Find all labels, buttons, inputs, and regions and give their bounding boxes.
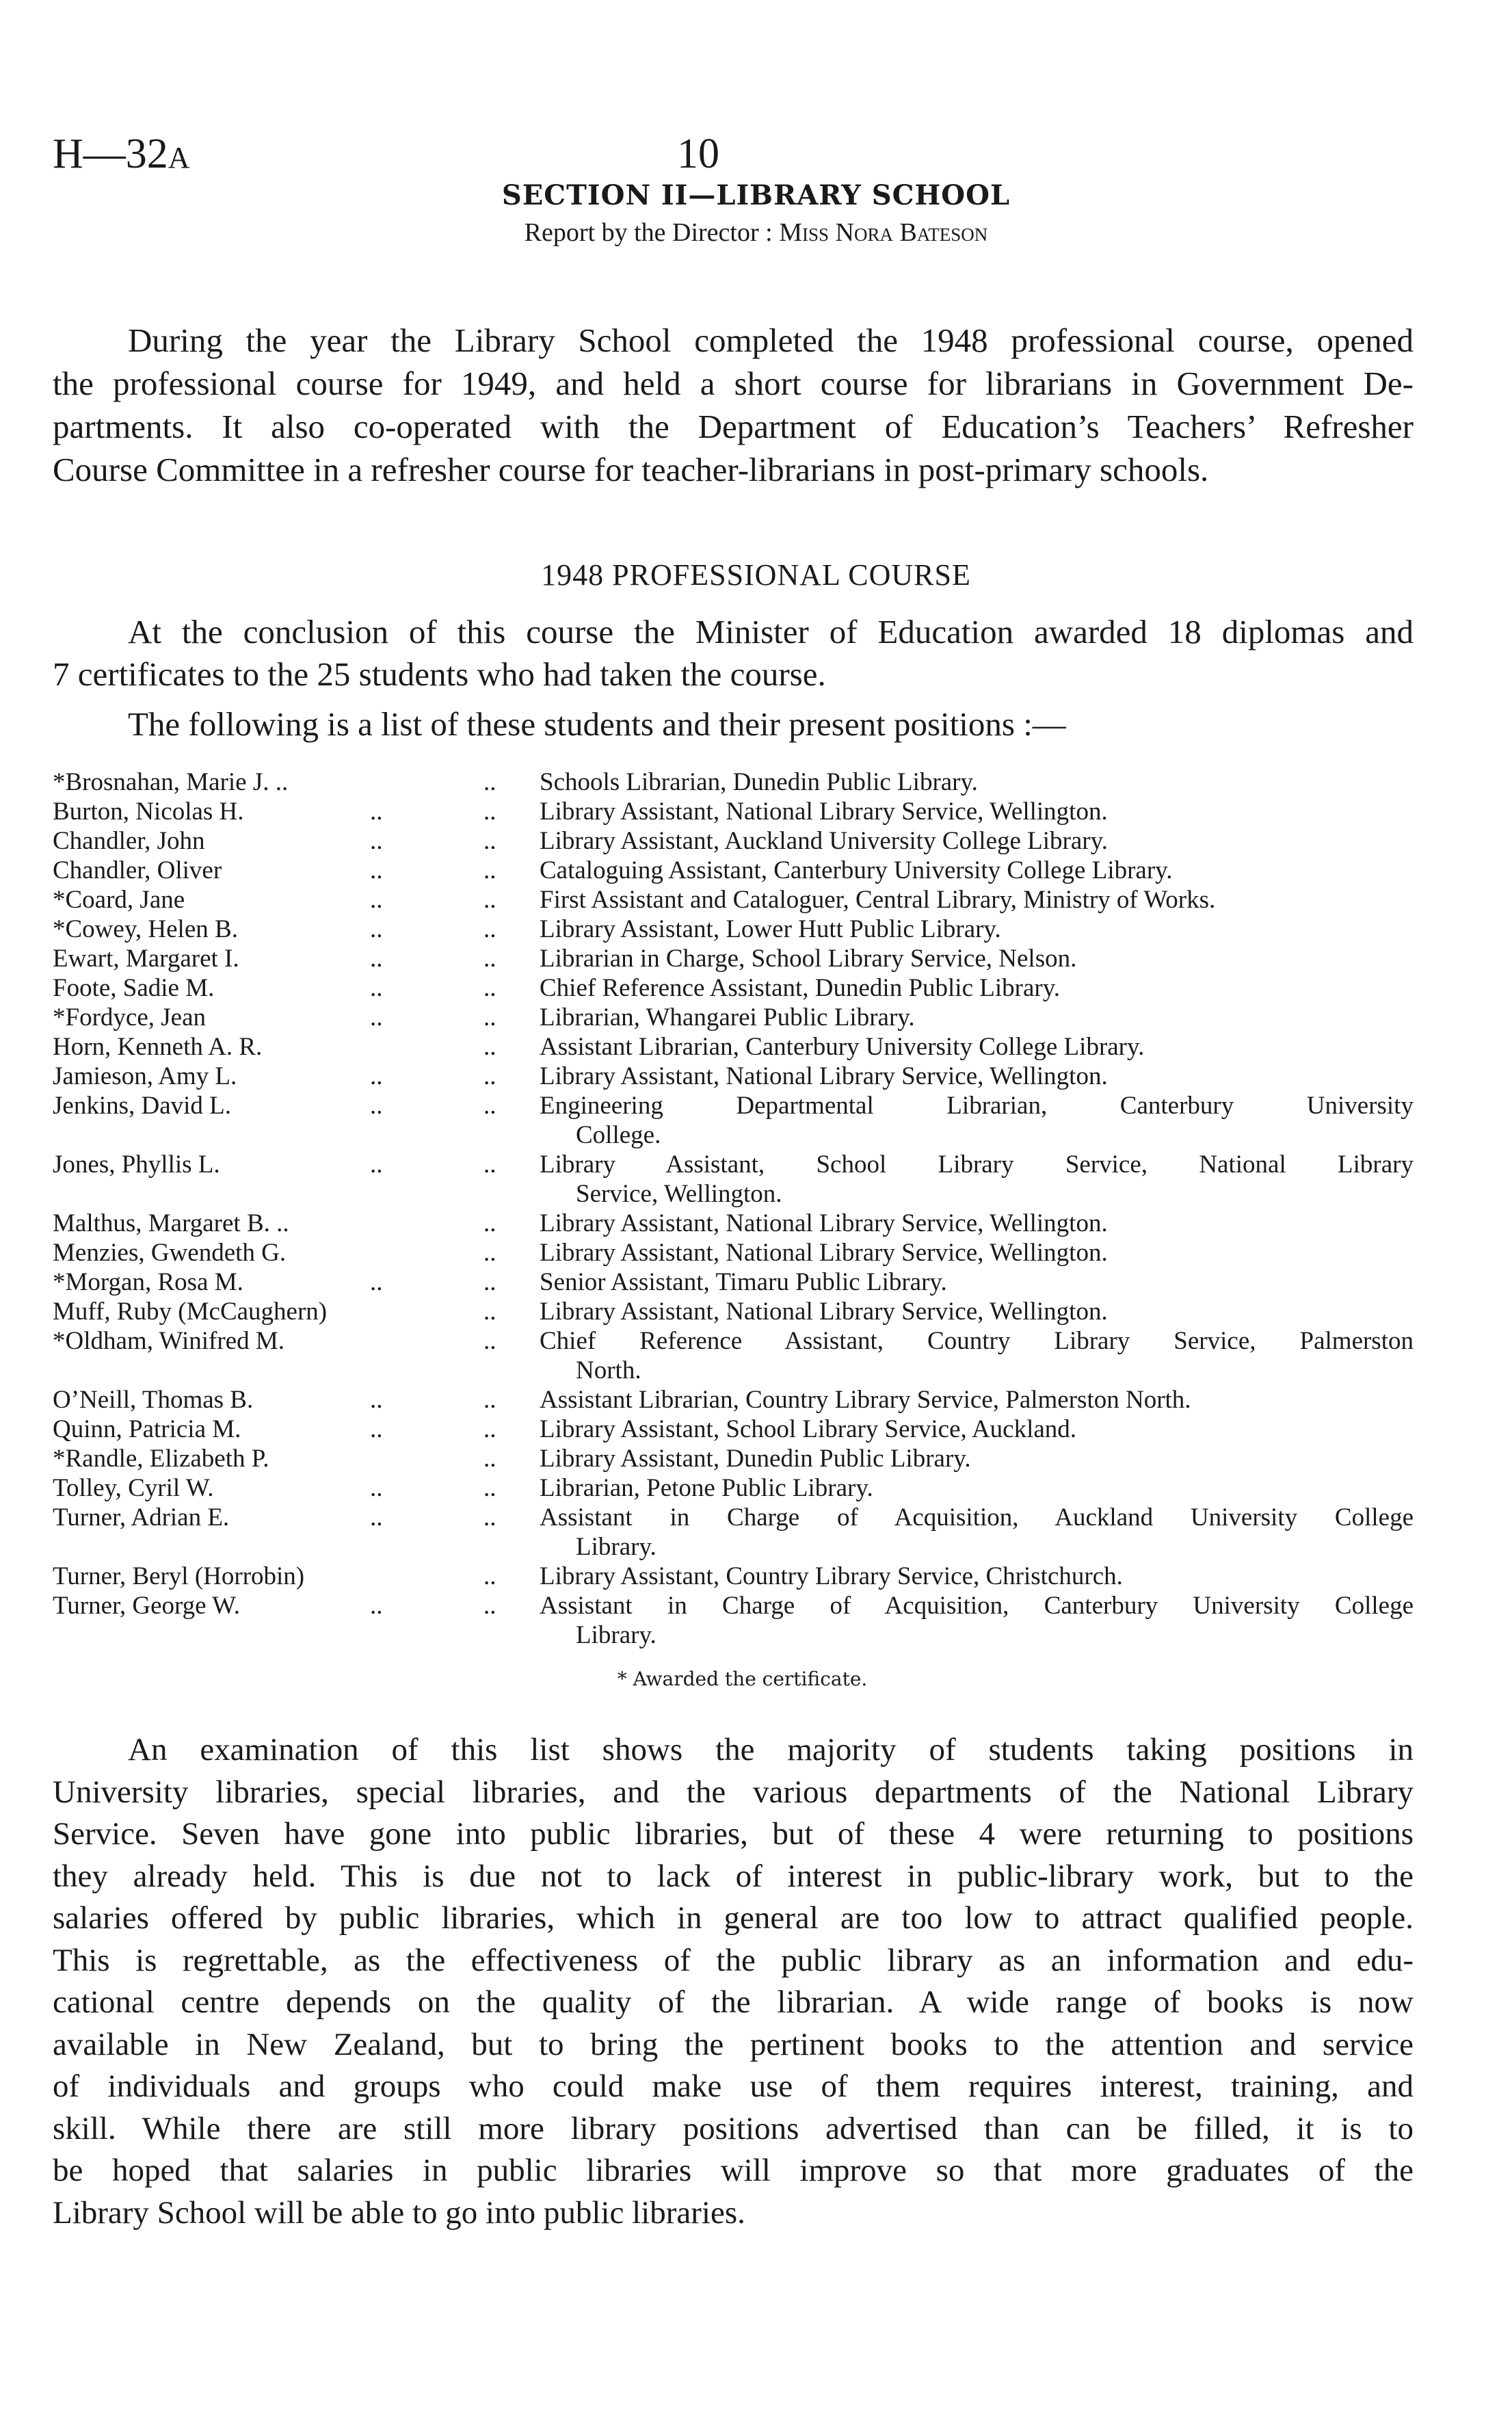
student-name: Menzies, Gwendeth G.: [53, 1239, 287, 1267]
student-name: *Fordyce, Jean: [53, 1003, 206, 1031]
student-name: Tolley, Cyril W.: [53, 1474, 214, 1502]
position-line: Library Assistant, School Library Service, Auckland.: [540, 1415, 1077, 1443]
student-name: Jenkins, David L.: [53, 1092, 232, 1120]
text-line: During the year the Library School completed the 1948 professional course, opened: [128, 321, 1414, 359]
student-row: [53, 885, 1414, 915]
dot-leader: ..: [483, 798, 496, 826]
dot-leader: ..: [370, 1003, 383, 1031]
student-position: [540, 797, 1414, 826]
text-line: cational centre depends on the quality of the librarian. A wide range of books is now: [53, 1984, 1414, 2020]
student-row: [53, 1326, 1414, 1385]
student-position: [540, 826, 1414, 856]
position-line: Library Assistant, National Library Service, Wellington.: [540, 1209, 1108, 1237]
dot-leader: ..: [483, 1503, 496, 1532]
text-line: they already held. This is due not to lack of interest in public-library work, but to the: [53, 1858, 1414, 1894]
text-line: skill. While there are still more library positions advertised than can be filled, it is to: [53, 2110, 1414, 2146]
dot-leader: [370, 767, 483, 797]
position-line: Assistant Librarian, Country Library Service, Palmerston North.: [540, 1386, 1191, 1414]
dot-leader: ..: [483, 886, 496, 914]
intro-paragraph: [53, 319, 1414, 491]
position-line: Library.: [576, 1533, 656, 1561]
footnote-text: * Awarded the certificate.: [617, 1668, 868, 1690]
student-name: *Randle, Elizabeth P.: [53, 1445, 269, 1473]
dot-leader: ..: [370, 1592, 383, 1620]
student-name: *Morgan, Rosa M.: [53, 1268, 243, 1296]
dot-leader: ..: [370, 1474, 383, 1502]
student-row: [53, 1091, 1414, 1150]
dot-leader: ..: [370, 1386, 383, 1414]
student-row: [53, 1591, 1414, 1650]
student-name: Ewart, Margaret I.: [53, 945, 239, 973]
student-row: [53, 1562, 1414, 1591]
student-row: [53, 1150, 1414, 1209]
student-row: [53, 915, 1414, 944]
student-name: O’Neill, Thomas B.: [53, 1386, 254, 1414]
dot-leader: ..: [370, 1415, 383, 1443]
student-position: [540, 1444, 1414, 1473]
text-line: Library School will be able to go into public libraries.: [53, 2194, 745, 2231]
student-row: [53, 826, 1414, 856]
position-line: Library Assistant, Country Library Service, Christchurch.: [540, 1562, 1123, 1590]
student-name: Turner, George W.: [53, 1592, 240, 1620]
student-name: Turner, Beryl (Horrobin): [53, 1562, 305, 1590]
student-list: [53, 767, 1414, 1650]
position-line: Chief Reference Assistant, Country Library Service, Palmerston: [540, 1327, 1414, 1355]
dot-leader: ..: [483, 1592, 496, 1620]
dot-leader: ..: [370, 1268, 383, 1296]
student-position: [540, 1503, 1414, 1562]
dot-leader: ..: [483, 856, 496, 884]
position-line: Librarian, Petone Public Library.: [540, 1474, 873, 1502]
text-line: of individuals and groups who could make use of them requires interest, training, and: [53, 2068, 1414, 2104]
position-line: Library Assistant, National Library Service, Wellington.: [540, 1062, 1108, 1090]
student-position: [540, 973, 1414, 1003]
dot-leader: ..: [370, 915, 383, 943]
position-line: Library Assistant, School Library Service, National Library: [540, 1151, 1414, 1179]
position-line: First Assistant and Cataloguer, Central Library, Ministry of Works.: [540, 886, 1216, 914]
student-position: [540, 1003, 1414, 1032]
student-position: [540, 1091, 1414, 1150]
text-line: 7 certificates to the 25 students who had taken the course.: [53, 655, 826, 693]
dot-leader: [370, 1297, 483, 1326]
page-number: 10: [677, 131, 719, 177]
student-position: [540, 885, 1414, 915]
position-line: Cataloguing Assistant, Canterbury University College Library.: [540, 856, 1173, 884]
position-line: Library.: [576, 1621, 656, 1649]
doc-code-text: H—32: [53, 131, 168, 177]
dot-leader: [370, 1326, 483, 1385]
student-position: [540, 1297, 1414, 1326]
student-position: [540, 1150, 1414, 1209]
dot-leader: ..: [483, 1003, 496, 1031]
student-position: [540, 1326, 1414, 1385]
student-name: Horn, Kenneth A. R.: [53, 1033, 263, 1061]
text-line: An examination of this list shows the majority of students taking positions in: [128, 1732, 1414, 1767]
dot-leader: ..: [370, 827, 383, 855]
text-line: University libraries, special libraries, and the various departments of the National Library: [53, 1774, 1414, 1810]
text-line: Service. Seven have gone into public libraries, but of these 4 were returning to positions: [53, 1816, 1414, 1852]
closing-paragraph: [53, 1729, 1414, 2234]
student-row: [53, 1444, 1414, 1473]
position-line: Senior Assistant, Timaru Public Library.: [540, 1268, 947, 1296]
dot-leader: ..: [483, 915, 496, 943]
student-row: [53, 1415, 1414, 1444]
course-heading: 1948 PROFESSIONAL COURSE: [541, 558, 971, 592]
student-name: *Cowey, Helen B.: [53, 915, 238, 943]
dot-leader: ..: [483, 1033, 496, 1061]
student-name: Malthus, Margaret B. ..: [53, 1209, 289, 1237]
student-name: Turner, Adrian E.: [53, 1503, 230, 1532]
list-intro: The following is a list of these students and their present positions :—: [128, 705, 1066, 743]
student-position: [540, 915, 1414, 944]
dot-leader: ..: [370, 1062, 383, 1090]
student-row: [53, 1267, 1414, 1297]
dot-leader: ..: [483, 768, 496, 796]
student-name: *Oldham, Winifred M.: [53, 1327, 284, 1355]
doc-code-suffix: A: [168, 141, 190, 174]
dot-leader: ..: [483, 1092, 496, 1120]
dot-leader: ..: [370, 1503, 383, 1532]
dot-leader: ..: [483, 1445, 496, 1473]
student-row: [53, 797, 1414, 826]
student-row: [53, 1032, 1414, 1062]
student-row: [53, 1003, 1414, 1032]
student-row: [53, 1503, 1414, 1562]
text-line: salaries offered by public libraries, which in general are too low to attract qualified people.: [53, 1900, 1414, 1936]
dot-leader: ..: [483, 1415, 496, 1443]
student-position: [540, 1473, 1414, 1503]
text-line: available in New Zealand, but to bring the pertinent books to the attention and service: [53, 2026, 1414, 2062]
student-row: [53, 1062, 1414, 1091]
student-name: Chandler, Oliver: [53, 856, 222, 884]
student-position: [540, 1385, 1414, 1415]
dot-leader: [370, 1444, 483, 1473]
position-line: Schools Librarian, Dunedin Public Library.: [540, 768, 978, 796]
student-position: [540, 1032, 1414, 1062]
dot-leader: [370, 1562, 483, 1591]
position-line: Engineering Departmental Librarian, Canterbury University: [540, 1092, 1414, 1120]
student-position: [540, 767, 1414, 797]
student-position: [540, 1591, 1414, 1650]
student-name: Muff, Ruby (McCaughern): [53, 1298, 328, 1326]
student-name: Jamieson, Amy L.: [53, 1062, 237, 1090]
dot-leader: ..: [483, 974, 496, 1002]
dot-leader: ..: [483, 827, 496, 855]
dot-leader: ..: [370, 798, 383, 826]
dot-leader: ..: [483, 1151, 496, 1179]
position-line: North.: [576, 1356, 641, 1384]
dot-leader: ..: [370, 974, 383, 1002]
course-paragraph: [53, 611, 1414, 696]
dot-leader: [370, 1032, 483, 1062]
dot-leader: ..: [370, 1092, 383, 1120]
student-row: [53, 1297, 1414, 1326]
dot-leader: ..: [370, 945, 383, 973]
position-line: Library Assistant, Dunedin Public Library.: [540, 1445, 971, 1473]
section-title: SECTION II—LIBRARY SCHOOL: [501, 179, 1011, 211]
student-row: [53, 1385, 1414, 1415]
dot-leader: ..: [483, 1062, 496, 1090]
director-name: Miss Nora Bateson: [779, 218, 988, 247]
student-position: [540, 944, 1414, 973]
student-name: Jones, Phyllis L.: [53, 1151, 220, 1179]
position-line: Assistant in Charge of Acquisition, Auckland University College: [540, 1503, 1414, 1532]
student-row: [53, 973, 1414, 1003]
text-line: Course Committee in a refresher course for teacher-librarians in post-primary schools.: [53, 451, 1209, 488]
dot-leader: [370, 1238, 483, 1267]
student-row: [53, 944, 1414, 973]
position-line: Librarian, Whangarei Public Library.: [540, 1003, 915, 1031]
position-line: Assistant Librarian, Canterbury University College Library.: [540, 1033, 1145, 1061]
position-line: College.: [576, 1121, 661, 1149]
dot-leader: ..: [370, 1151, 383, 1179]
student-row: [53, 1473, 1414, 1503]
document-code: [53, 130, 190, 179]
student-position: [540, 856, 1414, 885]
dot-leader: ..: [483, 1298, 496, 1326]
position-line: Library Assistant, Auckland University College Library.: [540, 827, 1108, 855]
dot-leader: [370, 1209, 483, 1238]
student-name: Chandler, John: [53, 827, 205, 855]
dot-leader: ..: [483, 1209, 496, 1237]
student-row: [53, 767, 1414, 797]
position-line: Library Assistant, National Library Service, Wellington.: [540, 798, 1108, 826]
student-name: *Coard, Jane: [53, 886, 185, 914]
text-line: This is regrettable, as the effectiveness of the public library as an information and edu-: [53, 1942, 1414, 1978]
student-position: [540, 1562, 1414, 1591]
student-position: [540, 1062, 1414, 1091]
student-name: *Brosnahan, Marie J. ..: [53, 768, 289, 796]
dot-leader: ..: [483, 1386, 496, 1414]
text-line: be hoped that salaries in public libraries will improve so that more graduates of the: [53, 2153, 1414, 2188]
student-position: [540, 1209, 1414, 1238]
position-line: Assistant in Charge of Acquisition, Canterbury University College: [540, 1592, 1414, 1620]
position-line: Service, Wellington.: [576, 1180, 782, 1208]
student-row: [53, 1238, 1414, 1267]
position-line: Library Assistant, Lower Hutt Public Library.: [540, 915, 1001, 943]
dot-leader: ..: [370, 856, 383, 884]
student-name: Quinn, Patricia M.: [53, 1415, 241, 1443]
dot-leader: ..: [483, 945, 496, 973]
position-line: Library Assistant, National Library Service, Wellington.: [540, 1239, 1108, 1267]
dot-leader: ..: [483, 1327, 496, 1355]
text-line: the professional course for 1949, and held a short course for librarians in Government De-: [53, 365, 1414, 402]
student-name: Burton, Nicolas H.: [53, 798, 244, 826]
dot-leader: ..: [483, 1562, 496, 1590]
position-line: Library Assistant, National Library Service, Wellington.: [540, 1298, 1108, 1326]
position-line: Chief Reference Assistant, Dunedin Public Library.: [540, 974, 1061, 1002]
text-line: At the conclusion of this course the Minister of Education awarded 18 diplomas and: [128, 613, 1414, 651]
student-position: [540, 1267, 1414, 1297]
student-position: [540, 1238, 1414, 1267]
byline-prefix: Report by the Director :: [524, 218, 773, 247]
dot-leader: ..: [483, 1239, 496, 1267]
dot-leader: ..: [483, 1474, 496, 1502]
position-line: Librarian in Charge, School Library Service, Nelson.: [540, 945, 1077, 973]
dot-leader: ..: [483, 1268, 496, 1296]
student-name: Foote, Sadie M.: [53, 974, 215, 1002]
byline: [0, 218, 1512, 248]
dot-leader: ..: [370, 886, 383, 914]
student-row: [53, 1209, 1414, 1238]
student-row: [53, 856, 1414, 885]
student-position: [540, 1415, 1414, 1444]
footnote: [0, 1668, 1512, 1690]
text-line: partments. It also co-operated with the Department of Education’s Teachers’ Refresher: [53, 408, 1414, 445]
